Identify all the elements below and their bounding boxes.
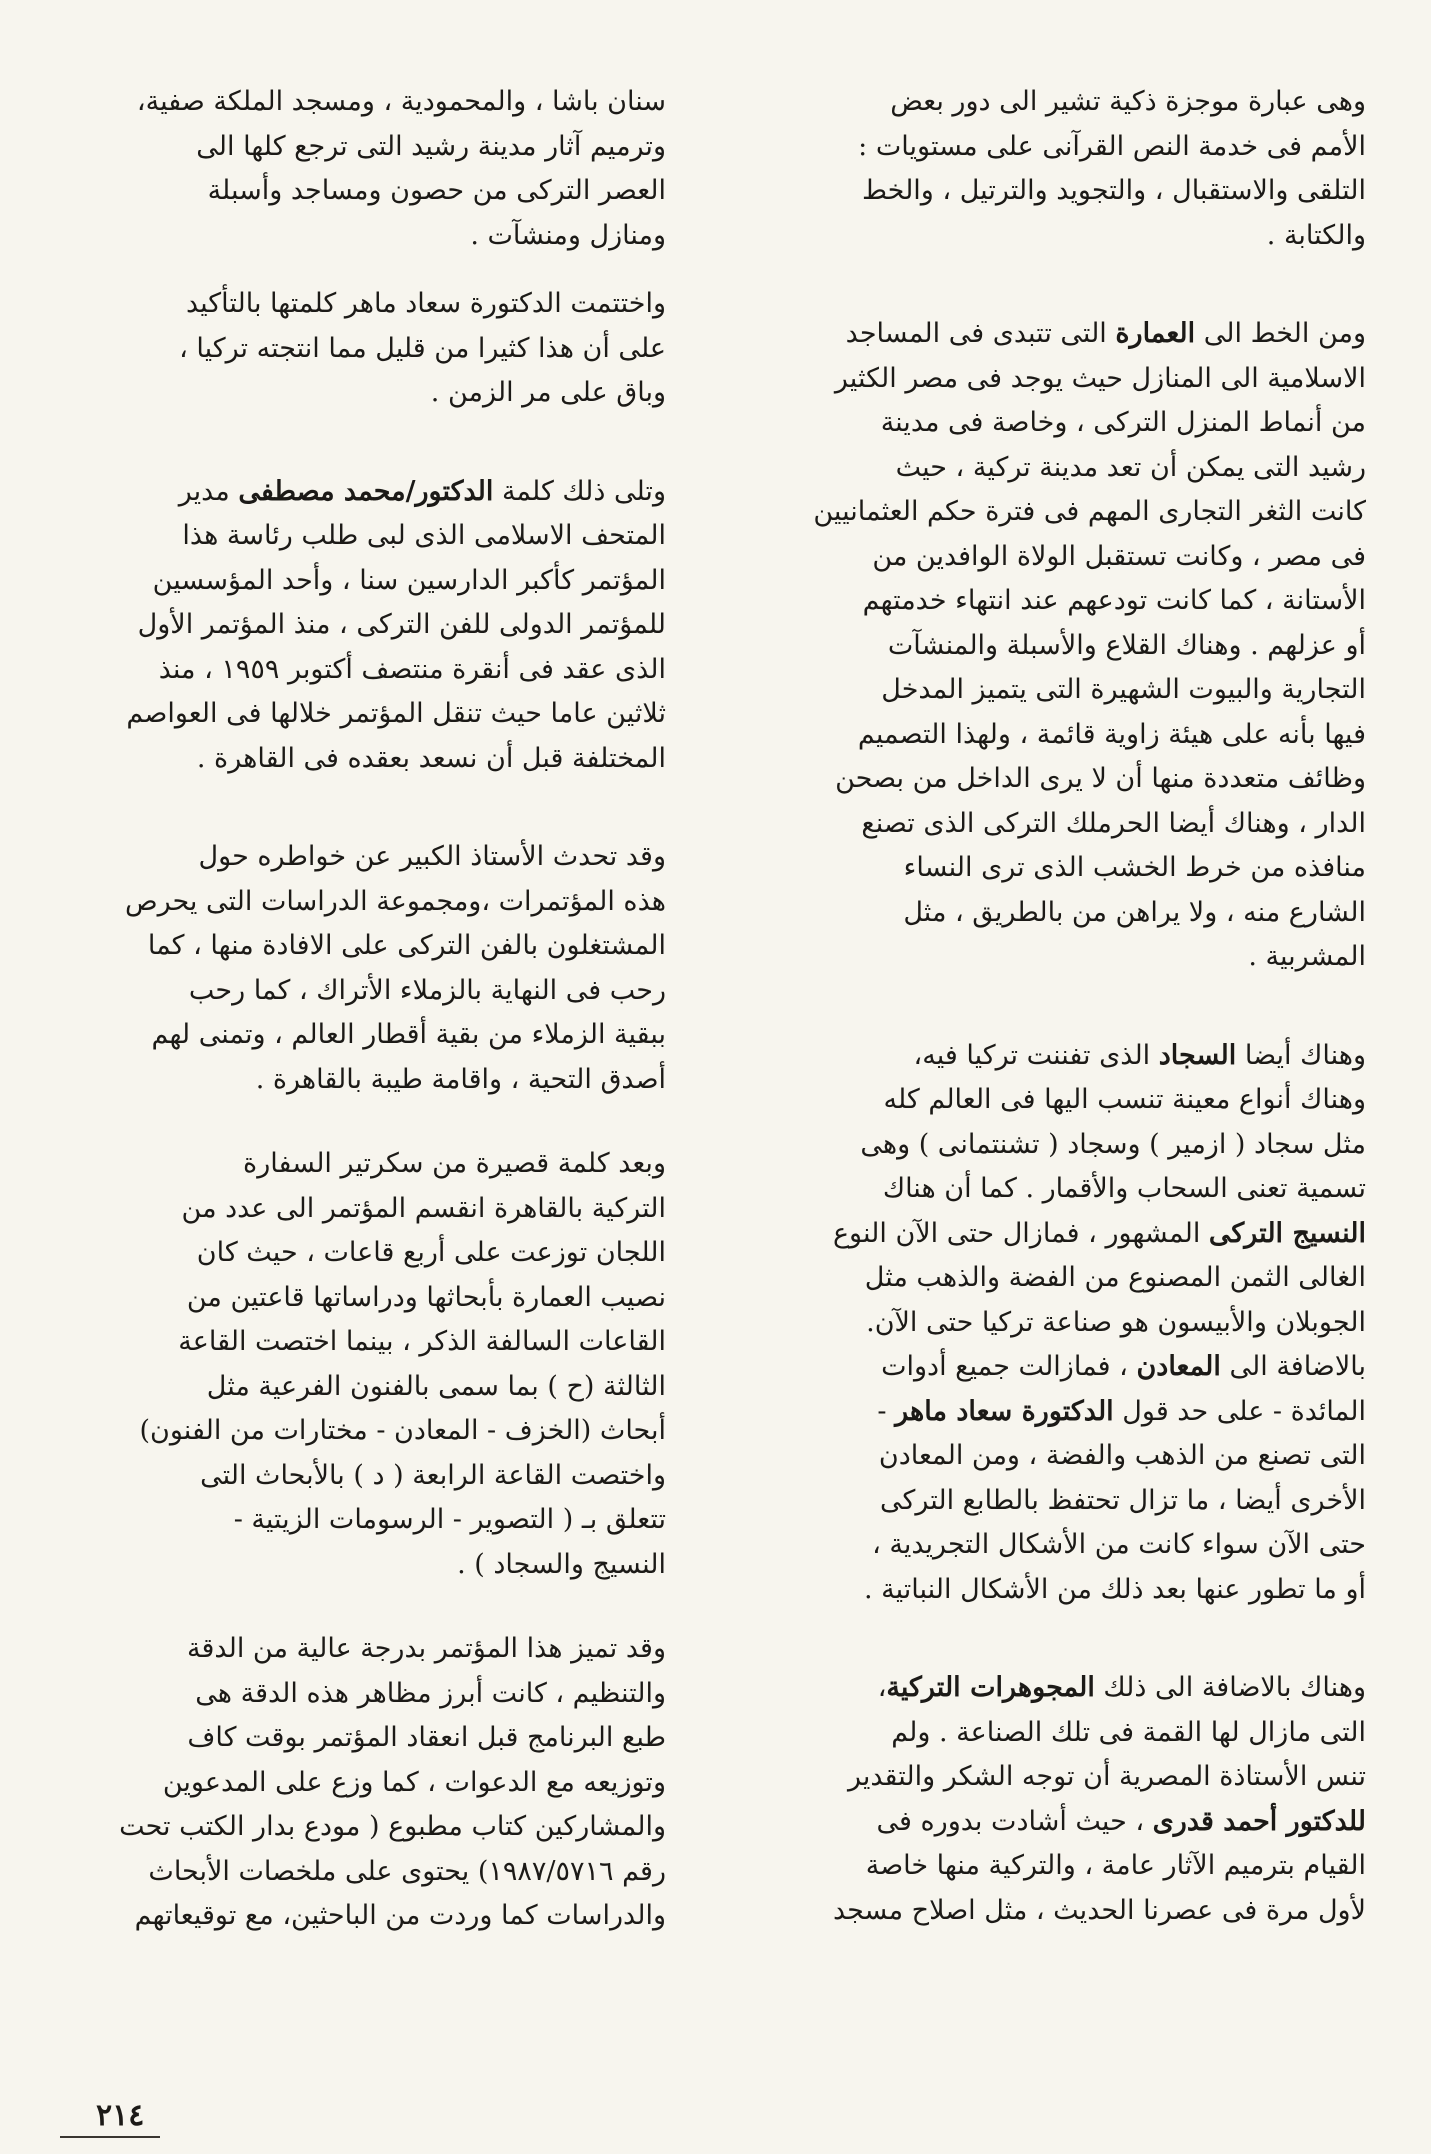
- text-line: واختتمت الدكتورة سعاد ماهر كلمتها بالتأكيد: [185, 288, 666, 319]
- text-line: اللجان توزعت على أربع قاعات ، حيث كان: [196, 1237, 666, 1268]
- text-line: ببقية الزملاء من بقية أقطار العالم ، وتمنى لهم: [151, 1019, 666, 1050]
- text-line: والتنظيم ، كانت أبرز مظاهر هذه الدقة هى: [195, 1677, 666, 1709]
- text-line: على أن هذا كثيرا من قليل مما انتجته تركيا ،: [179, 332, 666, 364]
- text-line: الأستانة ، كما كانت تودعهم عند انتهاء خدمتهم: [862, 585, 1366, 616]
- text-line: تنس الأستاذة المصرية أن توجه الشكر والتقدير: [847, 1761, 1366, 1792]
- text-line: الجوبلان والأبيسون هو صناعة تركيا حتى الآن.: [866, 1306, 1366, 1338]
- text-line: الثالثة (ح ) بما سمى بالفنون الفرعية مثل: [206, 1370, 666, 1402]
- footer-rule: [60, 2136, 160, 2138]
- text-line: منافذه من خرط الخشب الذى ترى النساء: [903, 852, 1366, 883]
- text-line: الأمم فى خدمة النص القرآنى على مستويات :: [858, 130, 1366, 162]
- text-line: والمشاركين كتاب مطبوع ( مودع بدار الكتب تحت: [119, 1811, 666, 1842]
- paragraph-museum-director: [44, 470, 666, 782]
- text-line: التلقى والاستقبال ، والتجويد والترتيل ، والخط: [862, 175, 1366, 206]
- text-line: نصيب العمارة بأبحاثها ودراساتها قاعتين من: [186, 1281, 666, 1313]
- text-line: وهناك أيضا السجاد الذى تفننت تركيا فيه،: [913, 1039, 1366, 1071]
- text-column-left: [44, 80, 666, 1939]
- text-line: المؤتمر كأكبر الدارسين سنا ، وأحد المؤسسين: [152, 564, 666, 596]
- text-line: الدار ، وهناك أيضا الحرملك التركى الذى تصنع: [861, 807, 1366, 839]
- text-line: فيها بأنه على هيئة زاوية قائمة ، ولهذا التصميم: [857, 718, 1366, 750]
- text-line: بالاضافة الى المعادن ، فمازالت جميع أدوات: [881, 1351, 1366, 1382]
- text-line: القيام بترميم الآثار عامة ، والتركية منها خاصة: [865, 1850, 1366, 1881]
- paragraph-committees: [44, 1142, 666, 1587]
- text-line: كانت الثغر التجارى المهم فى فترة حكم العثمانيين: [813, 496, 1366, 527]
- paragraph-organization: [44, 1627, 666, 1939]
- text-line: الشارع منه ، ولا يراهن من بالطريق ، مثل: [903, 896, 1366, 928]
- text-line: واختصت القاعة الرابعة ( د ) بالأبحاث التى: [200, 1459, 666, 1491]
- text-line: طبع البرنامج قبل انعقاد المؤتمر بوقت كاف: [187, 1722, 666, 1753]
- text-line: فى مصر ، وكانت تستقبل الولاة الوافدين من: [872, 540, 1366, 572]
- text-line: التجارية والبيوت الشهيرة التى يتميز المدخل: [881, 674, 1366, 705]
- paragraph-calligraphy: [748, 80, 1366, 258]
- text-line: وهناك أنواع معينة تنسب اليها فى العالم كله: [883, 1084, 1366, 1115]
- text-line: رشيد التى يمكن أن تعد مدينة تركية ، حيث: [895, 451, 1366, 483]
- paragraph-architecture: [748, 312, 1366, 980]
- paragraph-jewelry: [748, 1666, 1366, 1933]
- text-line: سنان باشا ، والمحمودية ، ومسجد الملكة صفية،: [136, 86, 666, 117]
- text-line: وهى عبارة موجزة ذكية تشير الى دور بعض: [890, 86, 1366, 117]
- text-line: وظائف متعددة منها أن لا يرى الداخل من بصحن: [835, 763, 1366, 794]
- text-line: أصدق التحية ، واقامة طيبة بالقاهرة .: [255, 1063, 666, 1095]
- text-line: المائدة - على حد قول الدكتورة سعاد ماهر -: [877, 1395, 1366, 1427]
- text-line: وباق على مر الزمن .: [430, 377, 666, 408]
- paragraph-conclusion: [44, 282, 666, 416]
- text-line: للمؤتمر الدولى للفن التركى ، منذ المؤتمر الأول: [137, 609, 666, 640]
- text-line: والكتابة .: [1266, 219, 1366, 251]
- text-line: هذه المؤتمرات ،ومجموعة الدراسات التى يحرص: [124, 885, 666, 917]
- text-line: حتى الآن سواء كانت من الأشكال التجريدية ،: [872, 1529, 1366, 1560]
- text-line: التركية بالقاهرة انقسم المؤتمر الى عدد من: [181, 1192, 666, 1224]
- text-line: وتوزيعه مع الدعوات ، كما وزع على المدعوين: [162, 1766, 666, 1798]
- text-line: للدكتور أحمد قدرى ، حيث أشادت بدوره فى: [876, 1805, 1366, 1837]
- text-line: المشربية .: [1248, 941, 1366, 972]
- text-line: التى مازال لها القمة فى تلك الصناعة . ولم: [891, 1716, 1366, 1748]
- text-line: المشتغلون بالفن التركى على الافادة منها ، كما: [147, 930, 666, 961]
- text-line: ومن الخط الى العمارة التى تتبدى فى المساجد: [845, 318, 1366, 349]
- page-number: ٢١٤: [96, 2098, 145, 2133]
- text-line: وقد تحدث الأستاذ الكبير عن خواطره حول: [198, 841, 666, 872]
- text-line: أو ما تطور عنها بعد ذلك من الأشكال النباتية .: [863, 1573, 1366, 1605]
- text-line: النسيج التركى المشهور ، فمازال حتى الآن النوع: [832, 1217, 1366, 1249]
- paragraph-carpets-textiles-metals: [748, 1034, 1366, 1613]
- text-line: أو عزلهم . وهناك القلاع والأسبلة والمنشآت: [887, 629, 1366, 661]
- text-line: لأول مرة فى عصرنا الحديث ، مثل اصلاح مسجد: [832, 1894, 1366, 1926]
- text-line: التى تصنع من الذهب والفضة ، ومن المعادن: [878, 1440, 1366, 1471]
- text-line: مثل سجاد ( ازمير ) وسجاد ( تشنتمانى ) وهى: [860, 1128, 1366, 1160]
- text-line: الذى عقد فى أنقرة منتصف أكتوبر ١٩٥٩ ، منذ: [158, 653, 666, 685]
- text-line: وتلى ذلك كلمة الدكتور/محمد مصطفى مدير: [178, 475, 666, 507]
- text-line: ومنازل ومنشآت .: [470, 219, 666, 251]
- text-line: وقد تميز هذا المؤتمر بدرجة عالية من الدقة: [187, 1633, 666, 1664]
- text-line: العصر التركى من حصون ومساجد وأسبلة: [207, 175, 666, 206]
- text-line: النسيج والسجاد ) .: [457, 1548, 666, 1580]
- text-line: المختلفة قبل أن نسعد بعقده فى القاهرة .: [196, 742, 666, 774]
- paragraph-professor-speech: [44, 835, 666, 1102]
- text-line: المتحف الاسلامى الذى لبى طلب رئاسة هذا: [182, 520, 666, 551]
- text-line: من أنماط المنزل التركى ، وخاصة فى مدينة: [880, 407, 1366, 438]
- text-line: أبحاث (الخزف - المعادن - مختارات من الفنون): [139, 1415, 666, 1446]
- text-line: الغالى الثمن المصنوع من الفضة والذهب مثل: [864, 1262, 1366, 1293]
- text-line: وترميم آثار مدينة رشيد التى ترجع كلها الى: [196, 130, 666, 162]
- text-line: وهناك بالاضافة الى ذلك المجوهرات التركية،: [877, 1672, 1366, 1703]
- text-line: الأخرى أيضا ، ما تزال تحتفظ بالطابع التركى: [879, 1484, 1366, 1516]
- text-line: القاعات السالفة الذكر ، بينما اختصت القاعة: [178, 1326, 666, 1357]
- text-column-right: [748, 80, 1366, 1933]
- text-line: رقم ١٩٨٧/٥٧١٦) يحتوى على ملخصات الأبحاث: [148, 1855, 666, 1887]
- text-line: رحب فى النهاية بالزملاء الأتراك ، كما رحب: [188, 974, 666, 1006]
- paragraph-restoration: [44, 80, 666, 258]
- text-line: تتعلق بـ ( التصوير - الرسومات الزيتية -: [233, 1504, 666, 1535]
- text-line: وبعد كلمة قصيرة من سكرتير السفارة: [243, 1148, 666, 1179]
- text-line: الاسلامية الى المنازل حيث يوجد فى مصر الكثير: [834, 362, 1366, 394]
- text-line: والدراسات كما وردت من الباحثين، مع توقيعاتهم: [134, 1900, 666, 1931]
- text-line: تسمية تعنى السحاب والأقمار . كما أن هناك: [882, 1173, 1366, 1204]
- text-line: ثلاثين عاما حيث تنقل المؤتمر خلالها فى العواصم: [126, 698, 666, 729]
